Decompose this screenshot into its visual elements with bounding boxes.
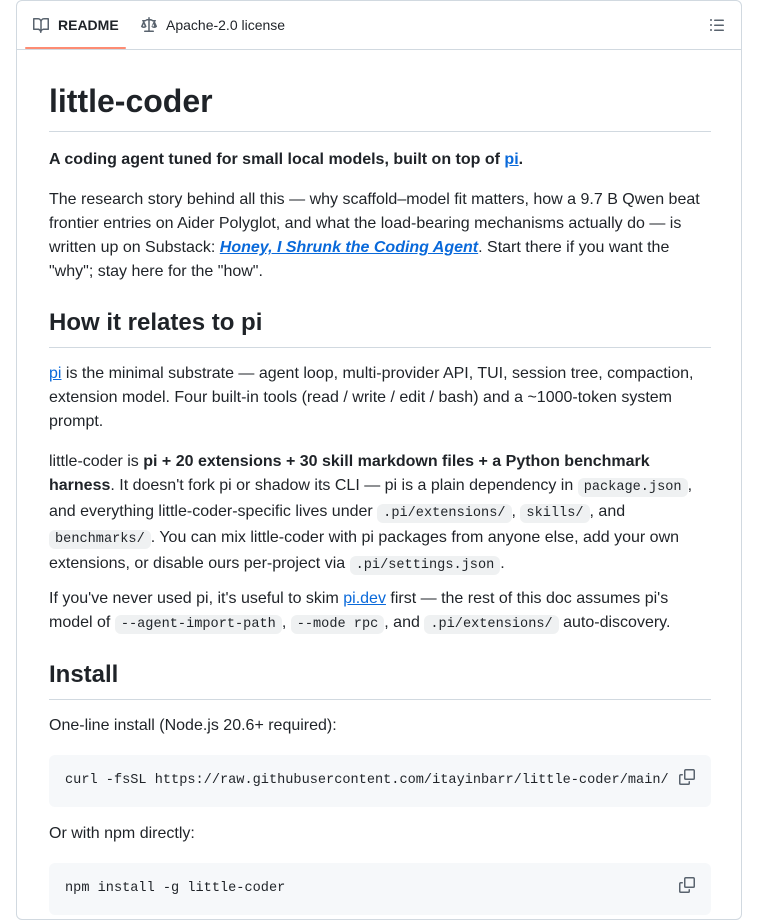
relates-p2-text: , and everything little-coder-specific lives under — [49, 477, 693, 520]
readme-tab-bar — [17, 1, 741, 50]
tab-license[interactable] — [141, 1, 285, 49]
pi-dev-link[interactable]: pi.dev — [343, 590, 386, 607]
relates-p1-text: is the minimal substrate — agent loop, multi-provider API, TUI, session tree, compaction, extension model. Four built-in tools (read / write / edit / bash) and a ~1000-token system prompt. — [49, 365, 694, 430]
inline-code: skills/ — [520, 504, 589, 523]
section-heading-install: Install — [49, 660, 711, 700]
relates-paragraph-2 — [49, 450, 711, 578]
section-heading-relates: How it relates to pi — [49, 308, 711, 348]
tagline — [49, 148, 711, 172]
relates-p2-text: . — [500, 555, 505, 572]
relates-p3-text: If you've never used pi, it's useful to skim — [49, 590, 344, 607]
book-icon — [33, 17, 49, 33]
relates-paragraph-3 — [49, 587, 711, 637]
inline-code: --agent-import-path — [115, 615, 282, 634]
install-intro: One-line install (Node.js 20.6+ required): — [49, 717, 337, 734]
pi-link[interactable]: pi — [504, 151, 519, 168]
page-title: little-coder — [49, 81, 711, 132]
relates-p2-text: . You can mix little-coder with pi packages from anyone else, add your own extensions, or disable ours per-project via — [49, 529, 680, 572]
inline-code: benchmarks/ — [49, 530, 151, 549]
readme-container — [16, 0, 742, 920]
substack-link[interactable]: Honey, I Shrunk the Coding Agent — [219, 239, 479, 256]
npm-command[interactable]: npm install -g little-coder — [65, 881, 286, 896]
scale-balance-icon — [141, 17, 157, 33]
research-paragraph — [49, 188, 711, 284]
copy-icon[interactable] — [679, 769, 695, 785]
relates-p3-text: , — [281, 614, 291, 631]
npm-code-block — [49, 863, 711, 915]
relates-paragraph-1 — [49, 362, 711, 434]
research-text: The research story behind all this — why scaffold–model fit matters, how a 9.7 B Qwen beat frontier entries on Aider Polyglot, and what the load-bearing mechanisms actually do — is written up on Substack: — [49, 191, 700, 256]
relates-p3-text: auto-discovery. — [558, 614, 671, 631]
relates-p2-bold: pi + 20 extensions + 30 skill markdown files + a Python benchmark harness — [49, 453, 650, 494]
tagline-text: A coding agent tuned for small local models, built on top of — [49, 151, 505, 168]
inline-code: package.json — [578, 478, 688, 497]
relates-p2-text: , and — [589, 503, 626, 520]
pi-link[interactable]: pi — [49, 365, 62, 382]
inline-code: .pi/extensions/ — [424, 615, 558, 634]
tab-readme[interactable] — [33, 1, 119, 49]
npm-intro: Or with npm directly: — [49, 825, 195, 842]
inline-code: --mode rpc — [291, 615, 385, 634]
relates-p3-text: first — the rest of this doc assumes pi's model of — [49, 590, 669, 631]
install-code-block — [49, 755, 711, 807]
relates-p2-text: little-coder is — [49, 453, 144, 470]
inline-code: .pi/settings.json — [350, 556, 501, 575]
tab-readme-label: README — [58, 17, 119, 33]
copy-icon[interactable] — [679, 877, 695, 893]
list-unordered-icon[interactable] — [709, 17, 725, 33]
tab-license-label: Apache-2.0 license — [166, 17, 286, 33]
relates-p2-text: , — [511, 503, 521, 520]
install-command[interactable]: curl -fsSL https://raw.githubusercontent.com/itayinbarr/little-coder/main/ — [65, 773, 669, 788]
relates-p3-text: , and — [384, 614, 425, 631]
inline-code: .pi/extensions/ — [377, 504, 511, 523]
relates-p2-text: . It doesn't fork pi or shadow its CLI — pi is a plain dependency in — [110, 477, 578, 494]
research-text-end: . Start there if you want the "why"; stay here for the "how". — [49, 239, 670, 280]
tagline-end: . — [518, 151, 524, 168]
active-tab-indicator — [25, 47, 126, 49]
